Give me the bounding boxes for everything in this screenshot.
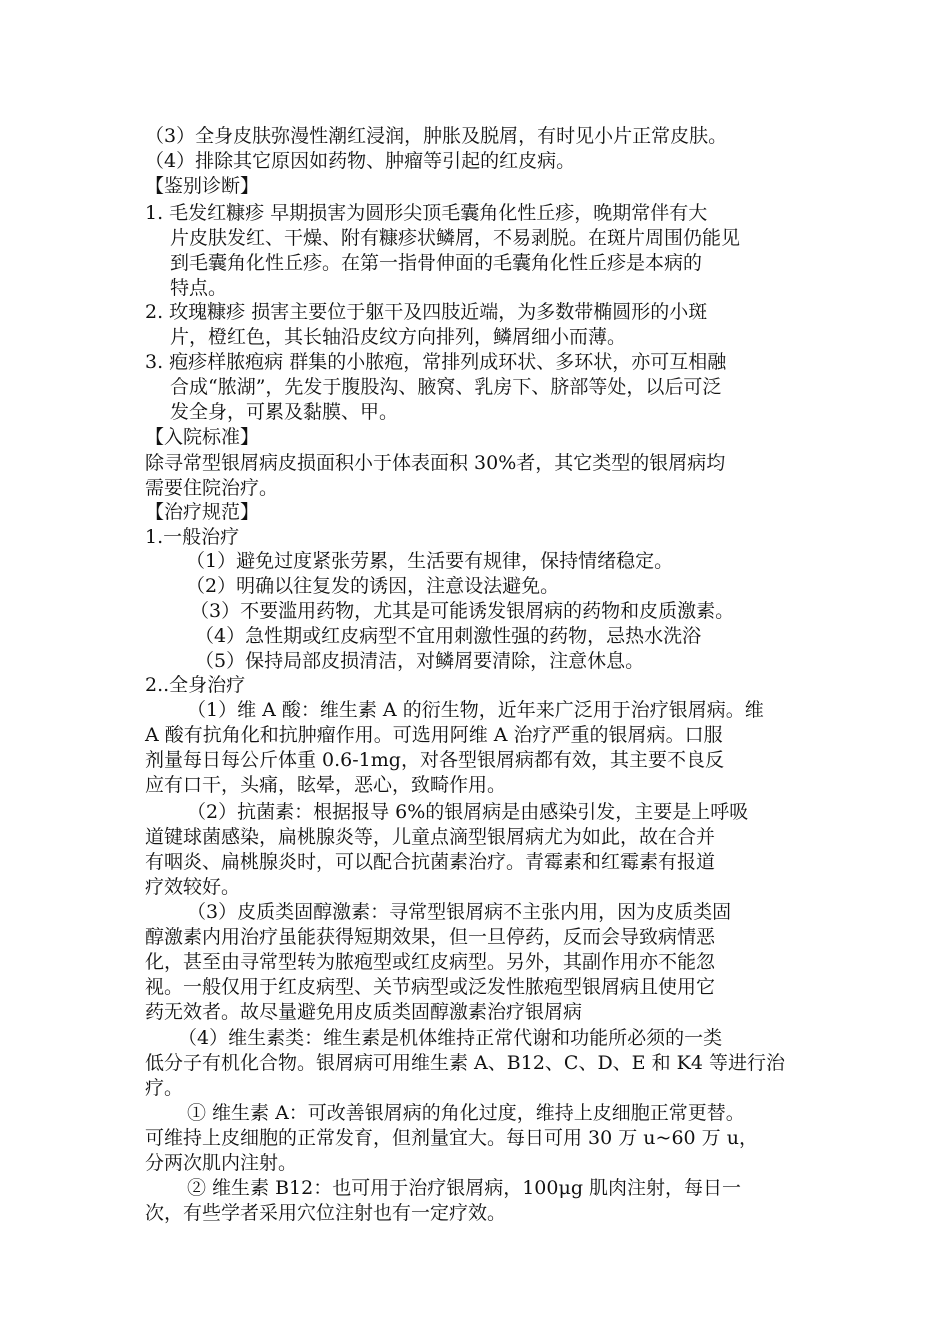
- text-line: （2）明确以往复发的诱因，注意设法避免。: [186, 575, 560, 597]
- text-line: （4）急性期或红皮病型不宜用刺激性强的药物，忌热水洗浴: [195, 625, 702, 647]
- text-line: 特点。: [170, 277, 228, 299]
- text-line: 次，有些学者采用穴位注射也有一定疗效。: [145, 1202, 507, 1224]
- text-line: 疗。: [145, 1077, 184, 1099]
- text-line: 有咽炎、扁桃腺炎时，可以配合抗菌素治疗。青霉素和红霉素有报道: [145, 851, 716, 873]
- text-line: （1）维 A 酸：维生素 A 的衍生物，近年来广泛用于治疗银屑病。维: [187, 699, 764, 721]
- text-line: 低分子有机化合物。银屑病可用维生素 A、B12、C、D、E 和 K4 等进行治: [145, 1052, 785, 1074]
- text-line: 1. 毛发红糠疹 早期损害为圆形尖顶毛囊角化性丘疹，晚期常伴有大: [145, 202, 708, 224]
- text-line: 分两次肌内注射。: [145, 1152, 298, 1174]
- text-line: （3）全身皮肤弥漫性潮红浸润，肿胀及脱屑，有时见小片正常皮肤。: [145, 125, 728, 147]
- text-line: 发全身，可累及黏膜、甲。: [170, 401, 399, 423]
- text-line: 2..全身治疗: [145, 674, 246, 696]
- text-line: 3. 疱疹样脓疱病 群集的小脓疱，常排列成环状、多环状，亦可互相融: [145, 351, 727, 373]
- text-line: ① 维生素 A：可改善银屑病的角化过度，维持上皮细胞正常更替。: [187, 1102, 745, 1124]
- text-line: （2）抗菌素：根据报导 6%的银屑病是由感染引发，主要是上呼吸: [187, 801, 749, 823]
- text-line: 视。一般仅用于红皮病型、关节病型或泛发性脓疱型银屑病且使用它: [145, 976, 716, 998]
- text-line: （4）维生素类：维生素是机体维持正常代谢和功能所必须的一类: [178, 1027, 723, 1049]
- text-line: 合成“脓湖”，先发于腹股沟、腋窝、乳房下、脐部等处，以后可泛: [170, 376, 722, 398]
- text-line: （4）排除其它原因如药物、肿瘤等引起的红皮病。: [145, 150, 576, 172]
- text-line: ② 维生素 B12：也可用于治疗银屑病，100μg 肌肉注射，每日一: [187, 1177, 742, 1199]
- text-line: 醇激素内用治疗虽能获得短期效果，但一旦停药，反而会导致病情恶: [145, 926, 716, 948]
- text-line: 1.一般治疗: [145, 526, 240, 548]
- text-line: 可维持上皮细胞的正常发育，但剂量宜大。每日可用 30 万 u~60 万 u，: [145, 1127, 758, 1149]
- text-line: 除寻常型银屑病皮损面积小于体表面积 30%者，其它类型的银屑病均: [145, 452, 726, 474]
- text-line: 片皮肤发红、干燥、附有糠疹状鳞屑，不易剥脱。在斑片周围仍能见: [170, 227, 741, 249]
- text-line: 疗效较好。: [145, 876, 241, 898]
- section-heading: 【鉴别诊断】: [145, 175, 260, 197]
- text-line: （1）避免过度紧张劳累，生活要有规律，保持情绪稳定。: [186, 550, 674, 572]
- text-line: 应有口干，头痛，眩晕，恶心，致畸作用。: [145, 774, 507, 796]
- text-line: A 酸有抗角化和抗肿瘤作用。可选用阿维 A 治疗严重的银屑病。口服: [145, 724, 723, 746]
- text-line: （5）保持局部皮损清洁，对鳞屑要清除，注意休息。: [195, 650, 645, 672]
- text-line: 到毛囊角化性丘疹。在第一指骨伸面的毛囊角化性丘疹是本病的: [170, 252, 703, 274]
- text-line: 化，甚至由寻常型转为脓疱型或红皮病型。另外，其副作用亦不能忽: [145, 951, 716, 973]
- section-heading: 【入院标准】: [145, 426, 260, 448]
- section-heading: 【治疗规范】: [145, 501, 260, 523]
- text-line: 片，橙红色，其长轴沿皮纹方向排列，鳞屑细小而薄。: [170, 326, 627, 348]
- text-line: （3）皮质类固醇激素：寻常型银屑病不主张内用，因为皮质类固: [187, 901, 732, 923]
- text-line: 药无效者。故尽量避免用皮质类固醇激素治疗银屑病: [145, 1001, 583, 1023]
- text-line: 道键球菌感染，扁桃腺炎等，儿童点滴型银屑病尤为如此，故在合并: [145, 826, 716, 848]
- text-line: 需要住院治疗。: [145, 477, 279, 499]
- text-line: 剂量每日每公斤体重 0.6-1mg，对各型银屑病都有效，其主要不良反: [145, 749, 724, 771]
- text-line: （3）不要滥用药物，尤其是可能诱发银屑病的药物和皮质激素。: [190, 600, 735, 622]
- text-line: 2. 玫瑰糠疹 损害主要位于躯干及四肢近端，为多数带椭圆形的小斑: [145, 301, 708, 323]
